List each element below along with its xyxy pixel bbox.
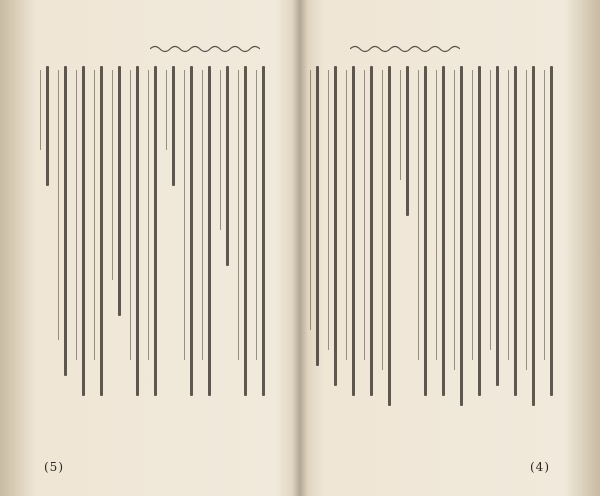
ruby-annotation bbox=[40, 70, 41, 150]
text-column bbox=[208, 66, 211, 396]
text-column bbox=[496, 66, 499, 386]
text-column bbox=[352, 66, 355, 396]
page-number: (4) bbox=[530, 460, 550, 474]
ruby-annotation bbox=[94, 70, 95, 360]
text-column bbox=[100, 66, 103, 396]
ruby-annotation bbox=[526, 70, 527, 370]
ruby-annotation bbox=[166, 70, 167, 150]
ruby-annotation bbox=[454, 70, 455, 370]
ruby-annotation bbox=[112, 70, 113, 280]
text-column bbox=[406, 66, 409, 216]
ruby-annotation bbox=[508, 70, 509, 360]
ruby-annotation bbox=[418, 70, 419, 360]
text-column bbox=[190, 66, 193, 396]
ruby-annotation bbox=[310, 70, 311, 330]
text-column bbox=[478, 66, 481, 396]
text-column bbox=[460, 66, 463, 406]
ruby-annotation bbox=[400, 70, 401, 180]
page-number: (5) bbox=[44, 460, 64, 474]
ruby-annotation bbox=[544, 70, 545, 360]
text-column bbox=[442, 66, 445, 396]
ruby-annotation bbox=[238, 70, 239, 360]
ruby-annotation bbox=[436, 70, 437, 360]
wavy-divider bbox=[150, 44, 260, 54]
text-column bbox=[262, 66, 265, 396]
ruby-annotation bbox=[184, 70, 185, 360]
text-column bbox=[226, 66, 229, 266]
text-column bbox=[532, 66, 535, 406]
ruby-annotation bbox=[328, 70, 329, 350]
ruby-annotation bbox=[490, 70, 491, 350]
right-page bbox=[300, 0, 600, 496]
text-column bbox=[118, 66, 121, 316]
ruby-annotation bbox=[58, 70, 59, 340]
text-column bbox=[82, 66, 85, 396]
text-column bbox=[316, 66, 319, 366]
ruby-annotation bbox=[364, 70, 365, 360]
text-column bbox=[550, 66, 553, 396]
text-column bbox=[514, 66, 517, 396]
text-column bbox=[136, 66, 139, 396]
text-column bbox=[388, 66, 391, 406]
ruby-annotation bbox=[202, 70, 203, 360]
ruby-annotation bbox=[148, 70, 149, 360]
text-column bbox=[424, 66, 427, 396]
text-column bbox=[334, 66, 337, 386]
ruby-annotation bbox=[76, 70, 77, 360]
ruby-annotation bbox=[130, 70, 131, 360]
ruby-annotation bbox=[472, 70, 473, 360]
ruby-annotation bbox=[346, 70, 347, 360]
text-column bbox=[154, 66, 157, 396]
gutter-shadow bbox=[292, 0, 308, 496]
wavy-divider bbox=[350, 44, 460, 54]
text-column bbox=[244, 66, 247, 396]
text-column bbox=[64, 66, 67, 376]
text-column bbox=[46, 66, 49, 186]
ruby-annotation bbox=[220, 70, 221, 230]
text-column bbox=[172, 66, 175, 186]
ruby-annotation bbox=[256, 70, 257, 360]
ruby-annotation bbox=[382, 70, 383, 370]
text-column bbox=[370, 66, 373, 396]
